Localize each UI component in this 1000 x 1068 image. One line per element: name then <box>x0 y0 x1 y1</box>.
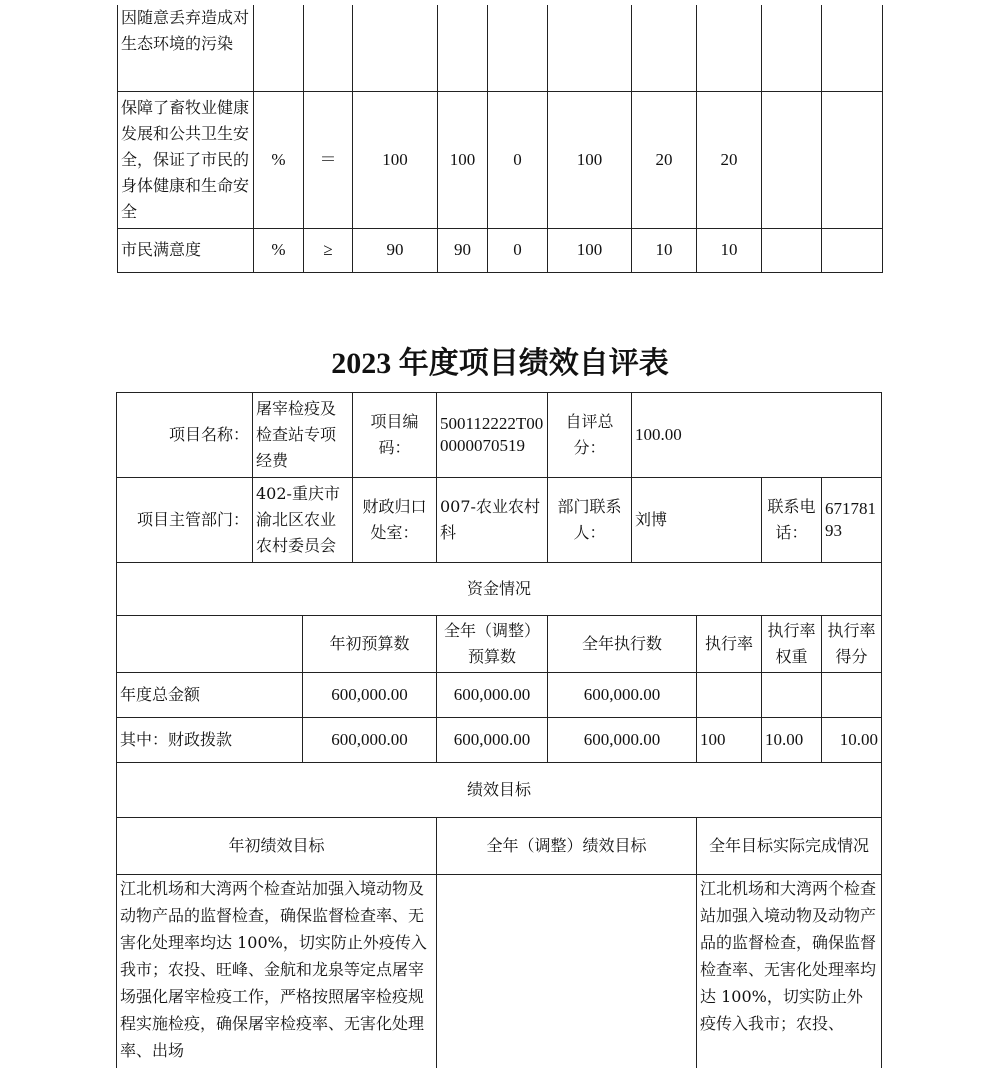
score-label: 自评总分： <box>547 392 632 478</box>
funds-col-executed: 全年执行数 <box>547 615 697 673</box>
perf-col-adjusted: 全年（调整）绩效目标 <box>436 817 697 875</box>
contact-value: 刘博 <box>631 477 762 563</box>
evaluation-grid <box>117 393 882 1068</box>
finance-label: 财政归口处室： <box>352 477 437 563</box>
dept-label: 项目主管部门： <box>116 477 253 563</box>
perf-actual-text: 江北机场和大湾两个检查站加强入境动物及动物产品的监督检查，确保监督检查率、无害化处理率均达 100%，切实防止外疫传入我市；农投、 <box>696 874 882 1068</box>
funds-col-empty <box>116 615 303 673</box>
value-cell <box>762 228 822 272</box>
score-value: 100.00 <box>631 392 882 478</box>
project-code-value: 500112222T000000070519 <box>436 392 548 478</box>
perf-adjusted-text <box>436 874 697 1068</box>
value-cell: 20 <box>632 91 697 228</box>
value-cell: 100 <box>548 228 632 272</box>
funds-header: 资金情况 <box>116 562 882 616</box>
funds-row-adjusted: 600,000.00 <box>436 672 548 718</box>
project-code-label: 项目编码： <box>352 392 437 478</box>
operator-cell: ＝ <box>304 91 353 228</box>
funds-row-weight: 10.00 <box>761 717 822 763</box>
value-cell: 100 <box>353 91 438 228</box>
value-cell: 10 <box>632 228 697 272</box>
funds-col-rate: 执行率 <box>696 615 762 673</box>
phone-label: 联系电话： <box>761 477 822 563</box>
value-cell: 90 <box>438 228 488 272</box>
funds-row-label: 年度总金额 <box>116 672 303 718</box>
funds-col-adjusted: 全年（调整）预算数 <box>436 615 548 673</box>
project-name-label: 项目名称： <box>116 392 253 478</box>
value-cell: 20 <box>697 91 762 228</box>
perf-col-actual: 全年目标实际完成情况 <box>696 817 882 875</box>
indicator-text: 因随意丢弃造成对生态环境的污染 <box>118 5 254 91</box>
funds-row-executed: 600,000.00 <box>547 672 697 718</box>
indicator-text: 市民满意度 <box>118 228 254 272</box>
funds-row-score: 10.00 <box>821 717 882 763</box>
funds-row-adjusted: 600,000.00 <box>436 717 548 763</box>
phone-value: 67178193 <box>821 477 882 563</box>
perf-initial-text: 江北机场和大湾两个检查站加强入境动物及动物产品的监督检查，确保监督检查率、无害化处理率均达 100%，切实防止外疫传入我市；农投、旺峰、金航和龙泉等定点屠宰场强化屠宰检疫工作，严格按照屠宰检疫规程实施检疫，确保屠宰检疫率、无害化处理率、出场 <box>116 874 437 1068</box>
value-cell: 0 <box>488 228 548 272</box>
funds-row-rate <box>696 672 762 718</box>
funds-row-label: 其中：财政拨款 <box>116 717 303 763</box>
funds-row-budget: 600,000.00 <box>302 717 437 763</box>
funds-row-executed: 600,000.00 <box>547 717 697 763</box>
funds-row-weight <box>761 672 822 718</box>
page-title: 2023 年度项目绩效自评表 <box>331 347 669 380</box>
operator-cell: ≥ <box>304 228 353 272</box>
indicator-table <box>117 5 883 273</box>
value-cell <box>762 91 822 228</box>
unit-cell: % <box>254 228 304 272</box>
funds-col-budget: 年初预算数 <box>302 615 437 673</box>
funds-row-score <box>821 672 882 718</box>
contact-label: 部门联系人： <box>547 477 632 563</box>
value-cell: 100 <box>548 91 632 228</box>
indicator-text: 保障了畜牧业健康发展和公共卫生安全，保证了市民的身体健康和生命安全 <box>118 91 254 228</box>
funds-row-budget: 600,000.00 <box>302 672 437 718</box>
value-cell: 10 <box>697 228 762 272</box>
funds-row-rate: 100 <box>696 717 762 763</box>
value-cell: 90 <box>353 228 438 272</box>
finance-value: 007-农业农村科 <box>436 477 548 563</box>
perf-col-initial: 年初绩效目标 <box>116 817 437 875</box>
value-cell <box>822 228 883 272</box>
funds-col-weight: 执行率权重 <box>761 615 822 673</box>
value-cell <box>822 91 883 228</box>
funds-col-score: 执行率得分 <box>821 615 882 673</box>
value-cell: 100 <box>438 91 488 228</box>
value-cell: 0 <box>488 91 548 228</box>
project-name-value: 屠宰检疫及检查站专项经费 <box>252 392 353 478</box>
unit-cell: % <box>254 91 304 228</box>
dept-value: 402-重庆市渝北区农业农村委员会 <box>252 477 353 563</box>
perf-header: 绩效目标 <box>116 762 882 818</box>
